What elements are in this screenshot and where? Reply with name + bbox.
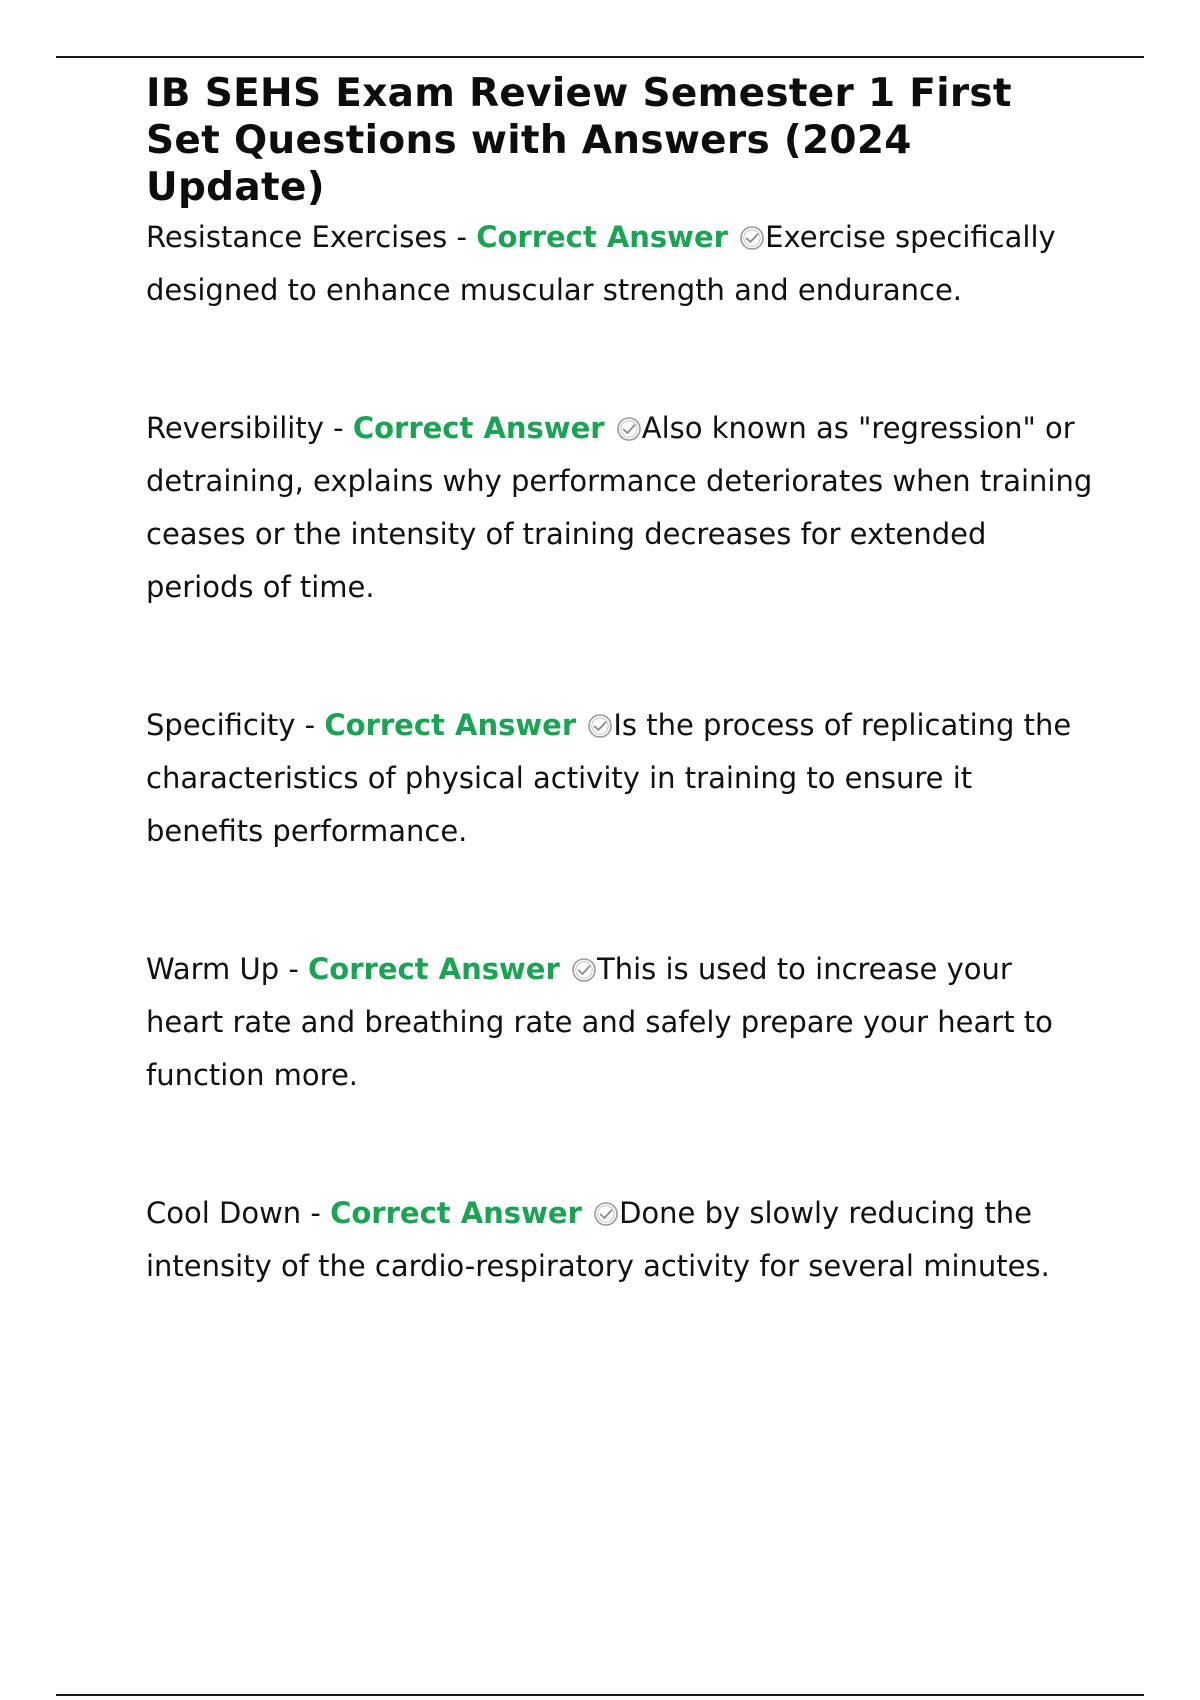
qa-entry (146, 1187, 1096, 1293)
entry-term: Warm Up (146, 952, 280, 986)
entry-separator: - (279, 952, 309, 986)
check-circle-icon (593, 1201, 619, 1227)
entry-definition: Also known as "regression" or detraining, explains why performance deteriorates when training ceases or the intensity of training decreases for extended periods of time. (146, 411, 1093, 604)
entry-definition: Is the process of replicating the characteristics of physical activity in training to ensure it benefits performance. (146, 708, 1072, 848)
correct-answer-label: Correct Answer (352, 411, 605, 445)
entry-separator: - (323, 411, 353, 445)
top-divider (56, 56, 1144, 58)
correct-answer-label: Correct Answer (324, 708, 577, 742)
qa-entry (146, 943, 1096, 1102)
qa-entry (146, 211, 1096, 317)
correct-answer-label: Correct Answer (330, 1196, 582, 1230)
entry-term: Reversibility (146, 411, 324, 445)
entry-separator: - (295, 708, 325, 742)
correct-answer-label: Correct Answer (476, 220, 728, 254)
entry-separator: - (301, 1196, 331, 1230)
check-circle-icon (571, 957, 597, 983)
entry-term: Resistance Exercises (146, 220, 448, 254)
document-title: IB SEHS Exam Review Semester 1 First Set Questions with Answers (2024 Update) (146, 71, 1012, 210)
entry-separator: - (447, 220, 477, 254)
document-body (146, 70, 1096, 1293)
bottom-divider (56, 1694, 1144, 1696)
qa-entry (146, 402, 1096, 614)
entry-definition: Exercise specifically designed to enhance muscular strength and endurance. (146, 220, 1056, 307)
qa-entry (146, 699, 1096, 858)
check-circle-icon (739, 225, 765, 251)
entry-term: Cool Down (146, 1196, 302, 1230)
entry-term: Specificity (146, 708, 296, 742)
correct-answer-label: Correct Answer (308, 952, 560, 986)
entry-definition: Done by slowly reducing the intensity of the cardio-respiratory activity for several minutes. (146, 1196, 1050, 1283)
check-circle-icon (587, 713, 613, 739)
entry-definition: This is used to increase your heart rate and breathing rate and safely prepare your heart to function more. (146, 952, 1053, 1092)
check-circle-icon (616, 416, 642, 442)
